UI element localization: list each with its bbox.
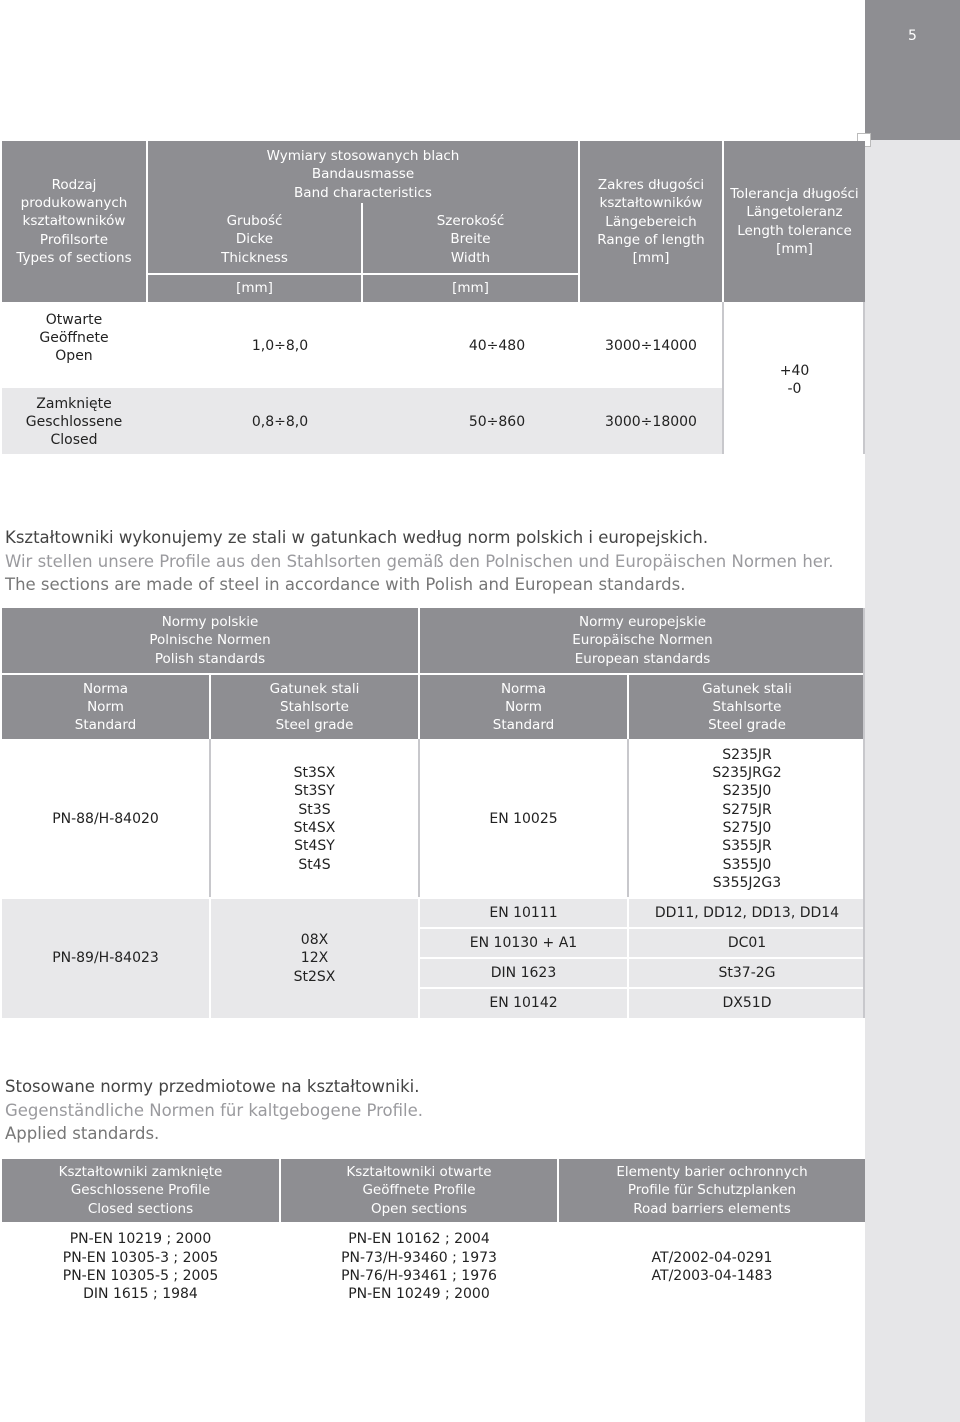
type-closed — [2, 394, 146, 450]
unit-thickness: [mm] — [148, 275, 361, 302]
text-line: Elementy barier ochronnych — [616, 1164, 808, 1181]
text-line: Dicke — [235, 231, 274, 248]
text-line: Geschlossene Profile — [70, 1182, 211, 1199]
text-line: Thickness — [221, 249, 288, 266]
page-number: 5 — [908, 28, 917, 44]
thickness-open: 1,0÷8,0 — [251, 337, 309, 354]
text-line: S235J0 — [722, 783, 772, 800]
text-line: Norma — [500, 680, 547, 697]
text-line: Tolerancja długości — [730, 186, 859, 202]
text-line: St4SY — [294, 838, 335, 855]
text-line: Closed sections — [87, 1200, 194, 1217]
header-thickness — [148, 203, 361, 273]
text-line: PN-EN 10305-3 ; 2005 — [62, 1249, 219, 1266]
text-line: AT/2002-04-0291 — [651, 1249, 773, 1266]
text-line: S235JR — [722, 746, 772, 763]
text-line: DIN 1615 ; 1984 — [83, 1286, 198, 1303]
text-line: Width — [450, 249, 491, 266]
header-closed-sections — [2, 1159, 279, 1222]
header-section-type — [2, 141, 146, 302]
text-line: PN-EN 10162 ; 2004 — [348, 1231, 490, 1248]
text-line: S275JR — [722, 801, 772, 818]
text-line: Zakres długości — [597, 177, 705, 193]
text-line: S275J0 — [722, 820, 772, 836]
text-line: Normy polskie — [161, 614, 259, 631]
pl-grades-2 — [211, 899, 418, 1018]
steel-text-pl: Kształtowniki wykonujemy ze stali w gatunkach według norm polskich i europejskich. — [5, 528, 709, 547]
text-line: Zamknięte — [36, 395, 112, 412]
text-line: Standard — [492, 717, 555, 734]
applied-paragraph — [5, 1075, 423, 1146]
text-line: Grubość — [226, 213, 283, 230]
text-line: St3SY — [294, 783, 335, 800]
text-line: Range of length — [597, 231, 705, 248]
barrier-standards-list — [559, 1246, 865, 1288]
text-line: Road barriers elements — [633, 1200, 791, 1217]
text-line: S235JRG2 — [712, 765, 782, 782]
header-width — [363, 203, 578, 273]
text-line: St2SX — [293, 968, 336, 985]
text-line: PN-EN 10305-5 ; 2005 — [62, 1268, 219, 1284]
tolerance-value — [724, 360, 865, 400]
eu-grade-2b: DC01 — [727, 934, 767, 951]
text-line: Otwarte — [45, 311, 103, 328]
text-line: Stahlsorte — [712, 698, 782, 715]
header-band-characteristics — [148, 141, 578, 203]
eu-norm-2a: EN 10111 — [489, 904, 558, 921]
text-line: Geöffnete Profile — [362, 1182, 476, 1199]
text-line: Gatunek stali — [269, 680, 360, 697]
text-line: Kształtowniki otwarte — [346, 1164, 492, 1181]
header-road-barriers — [559, 1159, 865, 1222]
text-line: Wymiary stosowanych blach — [266, 148, 460, 164]
eu-grade-2a: DD11, DD12, DD13, DD14 — [654, 904, 840, 921]
text-line: AT/2003-04-1483 — [651, 1268, 773, 1284]
header-pl-grade — [211, 675, 418, 739]
type-open — [2, 310, 146, 366]
applied-text-pl: Stosowane normy przedmiotowe na kształtowniki. — [5, 1077, 420, 1096]
text-line: Band characteristics — [294, 184, 432, 201]
text-line: Steel grade — [708, 717, 786, 734]
text-line: Length tolerance — [737, 222, 852, 239]
text-line: S355J0 — [722, 856, 772, 873]
steel-paragraph — [5, 526, 833, 597]
text-line: St3S — [298, 801, 331, 818]
eu-norm-2d: EN 10142 — [489, 995, 558, 1012]
text-line: Polnische Normen — [149, 632, 271, 649]
header-open-sections — [281, 1159, 557, 1222]
text-line: PN-EN 10219 ; 2000 — [69, 1231, 212, 1248]
text-line: Bandausmasse — [311, 166, 415, 183]
eu-norm-2b: EN 10130 + A1 — [469, 934, 578, 951]
text-line: Geöffnete — [39, 329, 109, 346]
text-line: -0 — [787, 381, 802, 397]
width-open: 40÷480 — [468, 337, 526, 354]
text-line: Open — [55, 348, 93, 365]
text-line: 12X — [300, 950, 329, 967]
text-line: Norm — [87, 698, 124, 715]
open-standards-list — [281, 1228, 557, 1306]
header-polish-standards — [2, 608, 418, 673]
text-line: Gatunek stali — [702, 680, 792, 697]
text-line: Szerokość — [436, 213, 505, 230]
text-line: Standard — [74, 717, 137, 734]
text-line: S355JR — [722, 838, 772, 855]
length-open: 3000÷14000 — [605, 337, 697, 354]
width-closed: 50÷860 — [468, 413, 526, 430]
header-length-tolerance — [724, 141, 865, 302]
text-line: Längetoleranz — [746, 204, 843, 221]
text-line: Normy europejskie — [578, 614, 706, 631]
text-line: Steel grade — [275, 717, 354, 734]
text-line: European standards — [574, 650, 711, 667]
text-line: Norma — [82, 680, 129, 697]
text-line: Closed — [50, 432, 98, 449]
eu-norm-1: EN 10025 — [489, 810, 558, 827]
text-line: [mm] — [632, 250, 670, 267]
header-eu-grade — [629, 675, 865, 739]
header-length-range — [580, 141, 722, 302]
closed-standards-list — [2, 1228, 279, 1306]
text-line: Geschlossene — [25, 413, 123, 430]
eu-norm-2c: DIN 1623 — [490, 964, 557, 981]
text-line: St3SX — [293, 765, 336, 782]
text-line: Breite — [450, 231, 491, 248]
text-line: St4S — [298, 856, 331, 873]
pl-norm-2: PN-89/H-84023 — [52, 950, 159, 967]
unit-width: [mm] — [363, 275, 578, 302]
text-line: S355J2G3 — [712, 874, 782, 891]
text-line: kształtowników — [22, 213, 126, 230]
length-closed: 3000÷18000 — [605, 413, 697, 430]
text-line: Rodzaj — [51, 176, 97, 193]
applied-text-de: Gegenständliche Normen für kaltgebogene Profile. — [5, 1100, 424, 1120]
text-line: PN-76/H-93461 ; 1976 — [341, 1268, 497, 1284]
text-line: 08X — [300, 932, 329, 949]
text-line: Profilsorte — [39, 231, 109, 248]
text-line: Types of sections — [16, 249, 132, 266]
text-line: +40 — [779, 362, 810, 379]
text-line: Polish standards — [154, 650, 266, 667]
eu-grades-1 — [629, 740, 865, 898]
text-line: PN-EN 10249 ; 2000 — [348, 1286, 490, 1303]
eu-grade-2c: St37-2G — [718, 964, 776, 981]
steel-text-de: Wir stellen unsere Profile aus den Stahlsorten gemäß den Polnischen und Europäischen Normen her. — [5, 551, 834, 571]
eu-grade-2d: DX51D — [722, 995, 772, 1012]
text-line: St4SX — [293, 820, 336, 836]
header-eu-norm — [420, 675, 627, 739]
text-line: Kształtowniki zamknięte — [58, 1164, 223, 1181]
text-line: Profile für Schutzplanken — [627, 1182, 797, 1199]
thickness-closed: 0,8÷8,0 — [251, 413, 309, 430]
text-line: PN-73/H-93460 ; 1973 — [341, 1249, 497, 1266]
text-line: Open sections — [370, 1200, 467, 1217]
steel-text-en: The sections are made of steel in accordance with Polish and European standards. — [5, 575, 686, 594]
text-line: kształtowników — [599, 195, 703, 212]
text-line: Längebereich — [605, 213, 697, 230]
side-bar-top — [865, 0, 960, 140]
text-line: Europäische Normen — [572, 632, 713, 649]
header-pl-norm — [2, 675, 209, 739]
text-line: produkowanych — [20, 195, 128, 212]
pl-norm-1: PN-88/H-84020 — [52, 810, 159, 827]
pl-grades-1 — [211, 740, 418, 898]
text-line: [mm] — [776, 240, 813, 257]
text-line: Stahlsorte — [280, 698, 349, 715]
side-bar — [865, 0, 960, 1422]
applied-text-en: Applied standards. — [5, 1124, 160, 1143]
header-european-standards — [420, 608, 865, 673]
text-line: Norm — [505, 698, 542, 715]
